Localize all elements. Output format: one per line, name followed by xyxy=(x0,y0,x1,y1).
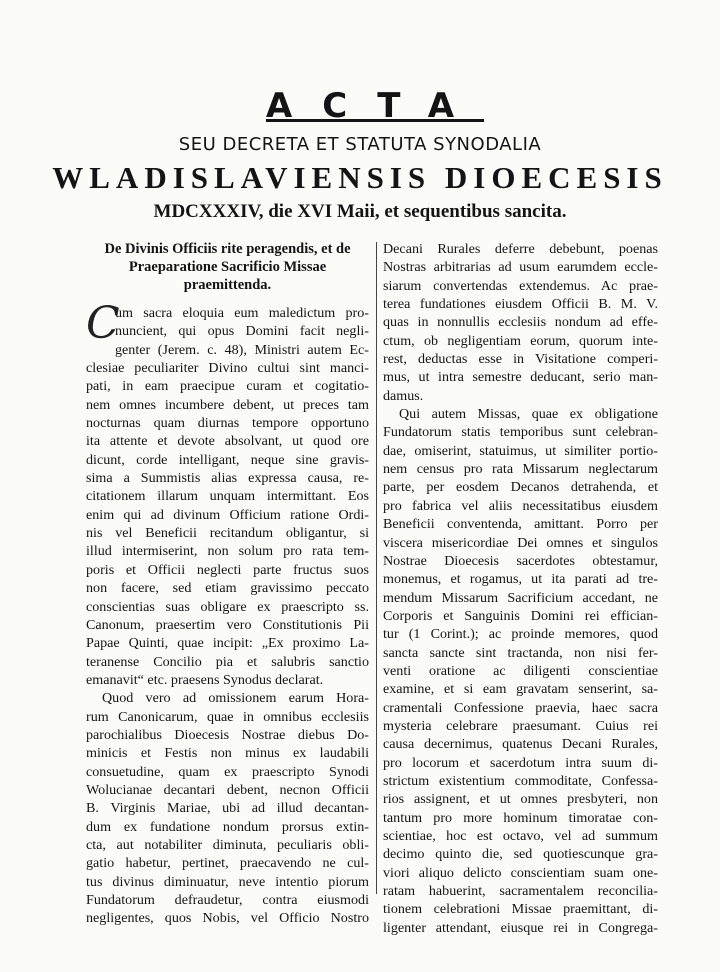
text-line: non facere, sed etiam gravissimo peccato xyxy=(86,580,369,597)
text-line: Nostrae Dioecesis sacerdotes obtestamur, xyxy=(383,552,658,569)
text-line: ctum, ob negligentiam eorum, quorum inte- xyxy=(383,332,658,349)
text-line: conscientias suas obligare ex praescripto ss. xyxy=(86,598,369,615)
text-line: nuncient, qui opus Domini facit negli- xyxy=(115,323,369,340)
text-line: Wolucianae decantari debent, necnon Officii xyxy=(86,781,369,798)
text-line: illud intermiserint, non solum pro rata tem- xyxy=(86,543,369,560)
text-line: gatio habetur, pertinet, praecavendo ne cul- xyxy=(86,855,369,872)
text-line: sancta sancte sint tractanda, non nisi fer- xyxy=(383,644,658,661)
text-line: cramentali Confessione praevia, haec sacra xyxy=(383,699,658,716)
text-line: um sacra eloquia eum maledictum pro- xyxy=(115,305,369,321)
text-line: clesiae peculiariter Divino cultui sint manci- xyxy=(86,360,369,377)
text-line: cta, aut notabiliter diminuta, peculiaris obli- xyxy=(86,836,369,853)
text-line: terea fundationes eiusdem Officii B. M. V. xyxy=(383,296,658,313)
text-line: viori aliquo delicto conscientiam suam one- xyxy=(383,864,658,881)
text-line: ita attente et devote absolvant, ut quod ore xyxy=(86,433,369,450)
text-line: Decani Rurales deferre debebunt, poenas xyxy=(383,241,658,257)
text-line: nocturnas quam diurnas tempore opportuno xyxy=(86,415,369,432)
decorated-initial: C xyxy=(86,298,120,349)
left-text xyxy=(86,298,369,928)
text-line: siarum convertendas extendemus. Ac prae- xyxy=(383,277,658,294)
text-line: monemus, et rogamus, ut ita parati ad tre- xyxy=(383,571,658,588)
text-line: damus. xyxy=(383,387,424,404)
left-column xyxy=(86,240,369,928)
text-line: Corporis et Sanguinis Domini rei effician- xyxy=(383,607,658,624)
text-line: dum ex fundatione nondum prorsus extin- xyxy=(86,818,369,835)
text-line: B. Virginis Mariae, ubi ad illud decantan- xyxy=(86,800,369,817)
text-line: nem census pro rata Missarum neglectarum xyxy=(383,461,658,478)
text-line: tus divinus diminuatur, neve intentio piorum xyxy=(86,873,369,890)
text-line: ratam habuerint, sacramentalem reconcilia- xyxy=(383,883,658,900)
text-line: examine, et si eam gravatam senserint, sa- xyxy=(383,681,658,698)
text-line: minicis et Festis non minus ex laudabili xyxy=(86,745,369,762)
text-line: emanavit“ etc. praesens Synodus declarat. xyxy=(86,671,324,688)
text-line: teranense Concilio pia et salubris sanctio xyxy=(86,653,369,670)
page-subtitle: SEU DECRETA ET STATUTA SYNODALIA xyxy=(178,134,542,155)
text-line: citationem illarum unquam intermittant. Eos xyxy=(86,488,369,505)
text-line: Qui autem Missas, quae ex obligatione xyxy=(399,406,658,423)
text-line: Fundatorum defraudetur, contra eiusmodi xyxy=(86,892,369,908)
text-line: dicunt, corde intelligant, neque sine gravis- xyxy=(86,451,369,468)
text-line: mysteria celebrare praesumant. Cuius rei xyxy=(383,717,658,734)
text-line: decimo quinto die, sed quotiescunque gra- xyxy=(383,846,658,863)
text-line: pro fabrica vel aliis necessitatibus eiusdem xyxy=(383,497,658,514)
text-line: Beneficii conventenda, amittant. Porro per xyxy=(383,516,658,533)
text-line: Nostras arbitrarias ad usum earumdem eccle- xyxy=(383,259,658,276)
text-line: sima a Summistis alias expressa causa, re- xyxy=(86,470,369,487)
text-line: tantum pro more hominum timoratae con- xyxy=(383,809,658,826)
text-line: mus, ut intra semestre deducant, serio man- xyxy=(383,369,658,386)
text-line: Fundatorum statis temporibus sunt celebran- xyxy=(383,424,658,441)
text-line: pro locorum et sacerdotum intra suum di- xyxy=(383,754,658,771)
text-line: poris et Officii neglecti parte fructus suos xyxy=(86,561,369,578)
text-line: tur (1 Corint.); ac proinde memores, quod xyxy=(383,626,658,643)
text-line: negligentes, quos Nobis, vel Officio Nostro xyxy=(86,910,369,927)
text-line: rest, deductas esse in Visitatione comperi- xyxy=(383,351,658,368)
text-line: ligenter attendant, eiusque rei in Congrega- xyxy=(383,919,658,936)
text-line: scientiae, hoc est octavo, vel ad summum xyxy=(383,828,658,844)
text-line: quas in nonnullis ecclesiis nondum ad effe- xyxy=(383,314,658,331)
text-line: enim qui ad divinum Officium ratione Ordi- xyxy=(86,506,369,523)
text-line: rios assignent, et ut omnes presbyteri, non xyxy=(383,791,658,808)
diocese-heading: WLADISLAVIENSIS DIOECESIS xyxy=(52,160,668,195)
text-line: nem omnes incumbere debent, ut preces tam xyxy=(86,396,369,413)
text-line: causa decernimus, quatenus Decani Rurales, xyxy=(383,736,658,753)
text-line: Papae Quinti, quae incipit: „Ex proximo La- xyxy=(86,635,369,652)
text-line: tionem celebrationi Missae praemittant, di- xyxy=(383,901,658,918)
text-line: Quod vero ad omissionem earum Hora- xyxy=(102,690,369,707)
text-line: parte, per eosdem Decanos detrahenda, et xyxy=(383,479,658,496)
text-line: venti oratione ac diligenti conscientiae xyxy=(383,662,658,679)
text-line: strictum existentium commoditate, Confessa- xyxy=(383,772,658,789)
text-line: dae, omiserint, statuimus, ut similiter portio- xyxy=(383,442,658,459)
column-divider xyxy=(376,242,377,894)
date-line: MDCXXXIV, die XVI Maii, et sequentibus sancita. xyxy=(153,201,567,222)
text-line: pati, in eam praecipue curam et cogitatio- xyxy=(86,378,369,395)
section-heading: De Divinis Officiis rite peragendis, et de Praeparatione Sacrificio Missae praemittenda. xyxy=(104,241,351,293)
text-line: Canonum, praesertim vero Constitutionis Pii xyxy=(86,616,369,633)
text-line: rum Canonicarum, quae in omnibus ecclesiis xyxy=(86,708,369,725)
text-line: viscera misericordiae Dei omnes et singulos xyxy=(383,534,658,551)
text-line: genter (Jerem. c. 48), Ministri autem Ec- xyxy=(115,341,369,358)
page-title: ACTA xyxy=(265,86,485,126)
text-line: consuetudine, quam ex praescripto Synodi xyxy=(86,763,369,780)
text-line: mendum Missarum Sacrificium accedant, ne xyxy=(383,589,658,606)
right-column xyxy=(383,240,658,937)
text-line: parochialibus Dioecesis Nostrae diebus Do- xyxy=(86,726,369,743)
text-line: nis vel Beneficii recitandum obligantur, si xyxy=(86,525,369,542)
